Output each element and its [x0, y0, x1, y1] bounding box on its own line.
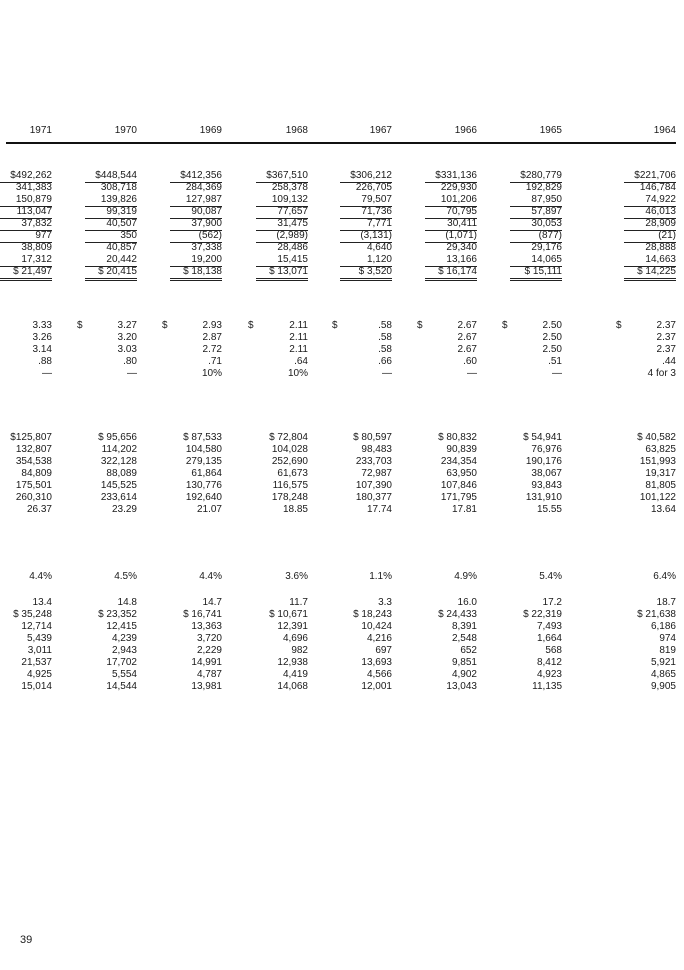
table-cell: 192,829	[525, 182, 562, 193]
table-cell: 40,507	[85, 218, 137, 231]
table-cell: 2,229	[196, 645, 222, 656]
table-cell: 130,776	[185, 480, 222, 491]
table-cell: (2,989)	[256, 230, 308, 243]
dollar-sign: $	[417, 320, 423, 331]
table-cell: 17,702	[106, 657, 137, 668]
table-cell: 12,001	[361, 681, 392, 692]
table-cell: 982	[291, 645, 308, 656]
table-cell: 3.20	[117, 332, 137, 343]
table-cell: 3,011	[27, 645, 52, 656]
table-cell: 308,718	[100, 182, 137, 193]
table-cell: $ 16,174	[425, 266, 477, 281]
table-cell: $ 80,832	[438, 432, 477, 443]
table-cell: 8,391	[451, 621, 477, 632]
table-cell: 14,663	[624, 254, 676, 267]
table-cell: 26.37	[26, 504, 52, 515]
table-cell: 8,412	[536, 657, 562, 668]
table-cell: 30,053	[510, 218, 562, 231]
table-row	[6, 657, 676, 669]
table-cell: $ 87,533	[183, 432, 222, 443]
dollar-sign: $	[332, 320, 338, 331]
table-cell: $ 18,138	[170, 266, 222, 281]
table-cell: 4 for 3	[647, 368, 676, 379]
table-cell: 5,439	[26, 633, 52, 644]
table-cell: 2.37	[656, 320, 676, 331]
table-cell: 46,013	[624, 206, 676, 219]
table-row	[6, 368, 676, 380]
table-cell: 74,922	[624, 194, 676, 207]
year-label: 1969	[199, 125, 222, 136]
table-cell: 15,415	[256, 254, 308, 267]
table-cell: 13,043	[446, 681, 477, 692]
table-row	[6, 621, 676, 633]
table-cell: 84,809	[21, 468, 52, 479]
table-cell: 139,826	[85, 194, 137, 207]
table-row	[6, 504, 676, 516]
table-cell: 226,705	[355, 182, 392, 193]
table-cell: 5.4%	[539, 571, 562, 582]
table-cell: 11.7	[289, 597, 308, 608]
table-cell: 175,501	[15, 480, 52, 491]
table-cell: 61,864	[191, 468, 222, 479]
table-cell: .44	[662, 356, 676, 367]
table-cell: 63,950	[446, 468, 477, 479]
dollar-sign: $	[77, 320, 83, 331]
table-cell: 14,065	[510, 254, 562, 267]
table-cell: (562)	[170, 230, 222, 243]
table-cell: 2.50	[542, 344, 562, 355]
table-row	[6, 492, 676, 504]
table-cell: 2.11	[289, 344, 308, 355]
table-cell: 9,905	[650, 681, 676, 692]
table-cell: 4,925	[26, 669, 52, 680]
table-cell: 90,087	[170, 206, 222, 219]
table-cell: $ 14,225	[624, 266, 676, 281]
table-cell: 113,047	[0, 206, 52, 219]
dollar-sign: $	[162, 320, 168, 331]
table-cell: $ 13,071	[256, 266, 308, 281]
table-cell: 2.37	[656, 344, 676, 355]
table-cell: 12,415	[106, 621, 137, 632]
table-cell: 114,202	[101, 444, 137, 455]
table-cell: $ 80,597	[353, 432, 392, 443]
table-cell: 16.0	[457, 597, 477, 608]
table-cell: 17,312	[0, 254, 52, 267]
table-cell: .58	[378, 332, 392, 343]
table-cell: 258,378	[271, 182, 308, 193]
table-cell: $ 24,433	[438, 609, 477, 620]
table-cell: $ 95,656	[98, 432, 137, 443]
table-cell: 4,787	[196, 669, 222, 680]
table-cell: 3.14	[32, 344, 52, 355]
table-cell: 146,784	[639, 182, 676, 193]
table-cell: 93,843	[531, 480, 562, 491]
table-cell: 4.5%	[114, 571, 137, 582]
table-cell: 20,442	[85, 254, 137, 267]
table-cell: 233,614	[100, 492, 137, 503]
year-header-row	[6, 124, 676, 138]
table-row	[6, 432, 676, 444]
table-cell: 1.1%	[369, 571, 392, 582]
table-row	[6, 344, 676, 356]
table-cell: 151,993	[639, 456, 676, 467]
table-cell: 107,846	[440, 480, 477, 491]
table-cell: 19,317	[645, 468, 676, 479]
table-cell: $331,136	[425, 170, 477, 183]
table-cell: 171,795	[440, 492, 477, 503]
table-cell: 3.03	[117, 344, 137, 355]
table-cell: 104,580	[185, 444, 222, 455]
table-cell: 10%	[287, 368, 308, 379]
table-cell: 79,507	[340, 194, 392, 207]
table-cell: $ 21,497	[0, 266, 52, 281]
table-cell: 3.3	[378, 597, 392, 608]
table-cell: $412,356	[170, 170, 222, 183]
table-cell: 131,910	[525, 492, 562, 503]
table-cell: 13,981	[191, 681, 222, 692]
table-cell: 229,930	[440, 182, 477, 193]
table-cell: $ 40,582	[637, 432, 676, 443]
table-cell: 18.85	[282, 504, 308, 515]
table-cell: 4,696	[282, 633, 308, 644]
table-cell: 145,525	[100, 480, 137, 491]
table-cell: .60	[463, 356, 477, 367]
table-cell: 819	[659, 645, 676, 656]
table-cell: 2.50	[542, 320, 562, 331]
table-cell: 5,921	[650, 657, 676, 668]
table-cell: $ 15,111	[510, 266, 562, 281]
table-cell: 4,216	[366, 633, 392, 644]
table-row	[6, 356, 676, 368]
table-cell: —	[467, 368, 477, 379]
table-cell: $ 72,804	[269, 432, 308, 443]
table-row	[6, 182, 676, 194]
table-row	[6, 320, 676, 332]
table-cell: 10%	[201, 368, 222, 379]
table-row	[6, 206, 676, 218]
table-cell: 2,548	[451, 633, 477, 644]
table-cell: $ 21,638	[637, 609, 676, 620]
table-cell: 354,538	[15, 456, 52, 467]
table-cell: 7,493	[536, 621, 562, 632]
table-cell: 2.50	[542, 332, 562, 343]
table-cell: 28,909	[624, 218, 676, 231]
table-row	[6, 681, 676, 693]
year-label: 1964	[653, 125, 676, 136]
table-cell: 974	[659, 633, 676, 644]
table-cell: —	[552, 368, 562, 379]
table-cell: 2.11	[289, 332, 308, 343]
table-cell: $125,807	[10, 432, 52, 443]
dollar-sign: $	[502, 320, 508, 331]
table-cell: .88	[38, 356, 52, 367]
table-row	[6, 645, 676, 657]
table-row	[6, 669, 676, 681]
table-cell: 4,419	[282, 669, 308, 680]
dollar-sign: $	[248, 320, 254, 331]
table-cell: 7,771	[340, 218, 392, 231]
table-cell: $ 3,520	[340, 266, 392, 281]
table-cell: 17.81	[451, 504, 477, 515]
table-cell: 71,736	[340, 206, 392, 219]
table-cell: 11,135	[532, 681, 562, 692]
year-label: 1968	[285, 125, 308, 136]
table-cell: $492,262	[0, 170, 52, 183]
table-cell: 4.4%	[199, 571, 222, 582]
table-cell: 107,390	[355, 480, 392, 491]
table-cell: .71	[208, 356, 222, 367]
table-cell: 101,122	[639, 492, 676, 503]
table-cell: 3.26	[32, 332, 52, 343]
table-row	[6, 218, 676, 230]
table-cell: 99,319	[85, 206, 137, 219]
table-row	[6, 444, 676, 456]
table-cell: 178,248	[271, 492, 308, 503]
table-cell: 2.11	[289, 320, 308, 331]
table-cell: 81,805	[645, 480, 676, 491]
table-cell: $ 22,319	[523, 609, 562, 620]
year-label: 1967	[369, 125, 392, 136]
table-cell: 3.6%	[285, 571, 308, 582]
table-cell: 4.4%	[29, 571, 52, 582]
table-cell: 150,879	[0, 194, 52, 207]
table-cell: 77,657	[256, 206, 308, 219]
table-cell: 12,714	[21, 621, 52, 632]
table-cell: 21.07	[196, 504, 222, 515]
table-cell: 109,132	[256, 194, 308, 207]
table-row	[6, 480, 676, 492]
table-cell: 13.64	[650, 504, 676, 515]
table-cell: 90,839	[446, 444, 477, 455]
table-cell: 31,475	[256, 218, 308, 231]
table-cell: 12,391	[277, 621, 308, 632]
table-cell: 4,902	[451, 669, 477, 680]
table-row	[6, 468, 676, 480]
table-cell: 13,693	[361, 657, 392, 668]
table-cell: 14,991	[191, 657, 222, 668]
table-cell: 252,690	[271, 456, 308, 467]
table-cell: 4,865	[650, 669, 676, 680]
table-cell: 284,369	[185, 182, 222, 193]
table-cell: 4,239	[111, 633, 137, 644]
table-cell: 190,176	[525, 456, 562, 467]
table-cell: 101,206	[425, 194, 477, 207]
table-cell: 260,310	[15, 492, 52, 503]
table-cell: (1,071)	[425, 230, 477, 243]
table-row	[6, 633, 676, 645]
table-cell: $ 54,941	[523, 432, 562, 443]
table-cell: —	[42, 368, 52, 379]
table-cell: 38,809	[21, 242, 52, 253]
table-cell: 1,120	[340, 254, 392, 267]
table-row	[6, 170, 676, 182]
table-cell: $ 20,415	[85, 266, 137, 281]
table-cell: $ 23,352	[98, 609, 137, 620]
table-cell: 40,857	[106, 242, 137, 253]
table-row	[6, 456, 676, 468]
table-cell: 2.67	[457, 320, 477, 331]
table-cell: 37,900	[170, 218, 222, 231]
table-cell: 14.8	[117, 597, 137, 608]
table-cell: 234,354	[440, 456, 477, 467]
table-cell: 13,363	[191, 621, 222, 632]
table-cell: 72,987	[361, 468, 392, 479]
table-cell: .64	[294, 356, 308, 367]
table-cell: 38,067	[531, 468, 562, 479]
table-row	[6, 254, 676, 266]
table-cell: (877)	[510, 230, 562, 243]
table-cell: $280,779	[510, 170, 562, 183]
page-number: 39	[20, 934, 33, 946]
table-cell: 2.93	[202, 320, 222, 331]
table-cell: $ 18,243	[353, 609, 392, 620]
table-cell: 14.7	[202, 597, 222, 608]
table-cell: 12,938	[277, 657, 308, 668]
table-cell: —	[382, 368, 392, 379]
table-cell: 15,014	[21, 681, 52, 692]
table-cell: 180,377	[355, 492, 392, 503]
table-cell: 87,950	[510, 194, 562, 207]
table-cell: 17.74	[366, 504, 392, 515]
table-cell: 2.67	[457, 332, 477, 343]
table-cell: 350	[85, 230, 137, 243]
table-cell: 18.7	[656, 597, 676, 608]
table-cell: 652	[460, 645, 477, 656]
table-cell: .51	[548, 356, 562, 367]
table-cell: 88,089	[106, 468, 137, 479]
table-cell: 6.4%	[653, 571, 676, 582]
table-cell: .58	[378, 344, 392, 355]
table-cell: 21,537	[21, 657, 52, 668]
dollar-sign: $	[616, 320, 622, 331]
table-cell: 9,851	[451, 657, 477, 668]
table-cell: 322,128	[100, 456, 137, 467]
table-cell: 3.27	[117, 320, 137, 331]
table-cell: $306,212	[340, 170, 392, 183]
table-row	[6, 571, 676, 583]
table-cell: 98,483	[361, 444, 392, 455]
table-cell: 341,383	[15, 182, 52, 193]
table-cell: 192,640	[185, 492, 222, 503]
table-cell: —	[127, 368, 137, 379]
table-cell: 568	[545, 645, 562, 656]
table-row	[6, 194, 676, 206]
table-row	[6, 597, 676, 609]
table-cell: 30,411	[425, 218, 477, 231]
table-cell: 1,664	[536, 633, 562, 644]
table-cell: 23.29	[111, 504, 137, 515]
table-cell: 15.55	[536, 504, 562, 515]
table-cell: 13,166	[425, 254, 477, 267]
table-cell: 3,720	[196, 633, 222, 644]
header-rule	[6, 142, 676, 144]
table-row	[6, 230, 676, 242]
table-cell: 4,640	[366, 242, 392, 253]
table-cell: $367,510	[256, 170, 308, 183]
year-label: 1966	[454, 125, 477, 136]
table-cell: 697	[375, 645, 392, 656]
table-cell: 14,544	[106, 681, 137, 692]
table-cell: 37,832	[0, 218, 52, 231]
year-label: 1970	[114, 125, 137, 136]
table-cell: 2,943	[111, 645, 137, 656]
table-cell: 2.37	[656, 332, 676, 343]
table-cell: 2.72	[202, 344, 222, 355]
year-label: 1971	[29, 125, 52, 136]
table-cell: 19,200	[170, 254, 222, 267]
table-row	[6, 609, 676, 621]
table-cell: 5,554	[111, 669, 137, 680]
table-cell: 104,028	[271, 444, 308, 455]
table-cell: 28,486	[277, 242, 308, 253]
table-cell: 233,703	[355, 456, 392, 467]
table-cell: 116,575	[272, 480, 308, 491]
table-cell: 10,424	[361, 621, 392, 632]
table-cell: 37,338	[191, 242, 222, 253]
table-cell: 70,795	[425, 206, 477, 219]
table-cell: 2.67	[457, 344, 477, 355]
table-cell: 13.4	[32, 597, 52, 608]
table-cell: (3,131)	[340, 230, 392, 243]
table-cell: 977	[0, 230, 52, 243]
table-cell: .80	[123, 356, 137, 367]
table-cell: 63,825	[645, 444, 676, 455]
table-cell: 29,340	[446, 242, 477, 253]
table-cell: 17.2	[542, 597, 562, 608]
table-cell: $221,706	[624, 170, 676, 183]
table-cell: 4,923	[536, 669, 562, 680]
table-cell: 279,135	[185, 456, 222, 467]
table-cell: 61,673	[277, 468, 308, 479]
table-cell: 132,807	[15, 444, 52, 455]
table-cell: 2.87	[202, 332, 222, 343]
table-cell: $448,544	[85, 170, 137, 183]
table-cell: 28,888	[645, 242, 676, 253]
table-cell: 57,897	[510, 206, 562, 219]
table-cell: 76,976	[531, 444, 562, 455]
table-row	[6, 266, 676, 278]
table-cell: 4.9%	[454, 571, 477, 582]
table-row	[6, 242, 676, 254]
table-cell: 14,068	[277, 681, 308, 692]
table-cell: 4,566	[366, 669, 392, 680]
year-label: 1965	[539, 125, 562, 136]
table-cell: 29,176	[531, 242, 562, 253]
table-cell: 3.33	[32, 320, 52, 331]
table-cell: 127,987	[170, 194, 222, 207]
table-cell: 6,186	[650, 621, 676, 632]
table-cell: $ 35,248	[13, 609, 52, 620]
table-cell: (21)	[624, 230, 676, 243]
table-cell: .58	[378, 320, 392, 331]
table-cell: $ 10,671	[269, 609, 308, 620]
table-cell: $ 16,741	[183, 609, 222, 620]
table-cell: .66	[378, 356, 392, 367]
table-row	[6, 332, 676, 344]
